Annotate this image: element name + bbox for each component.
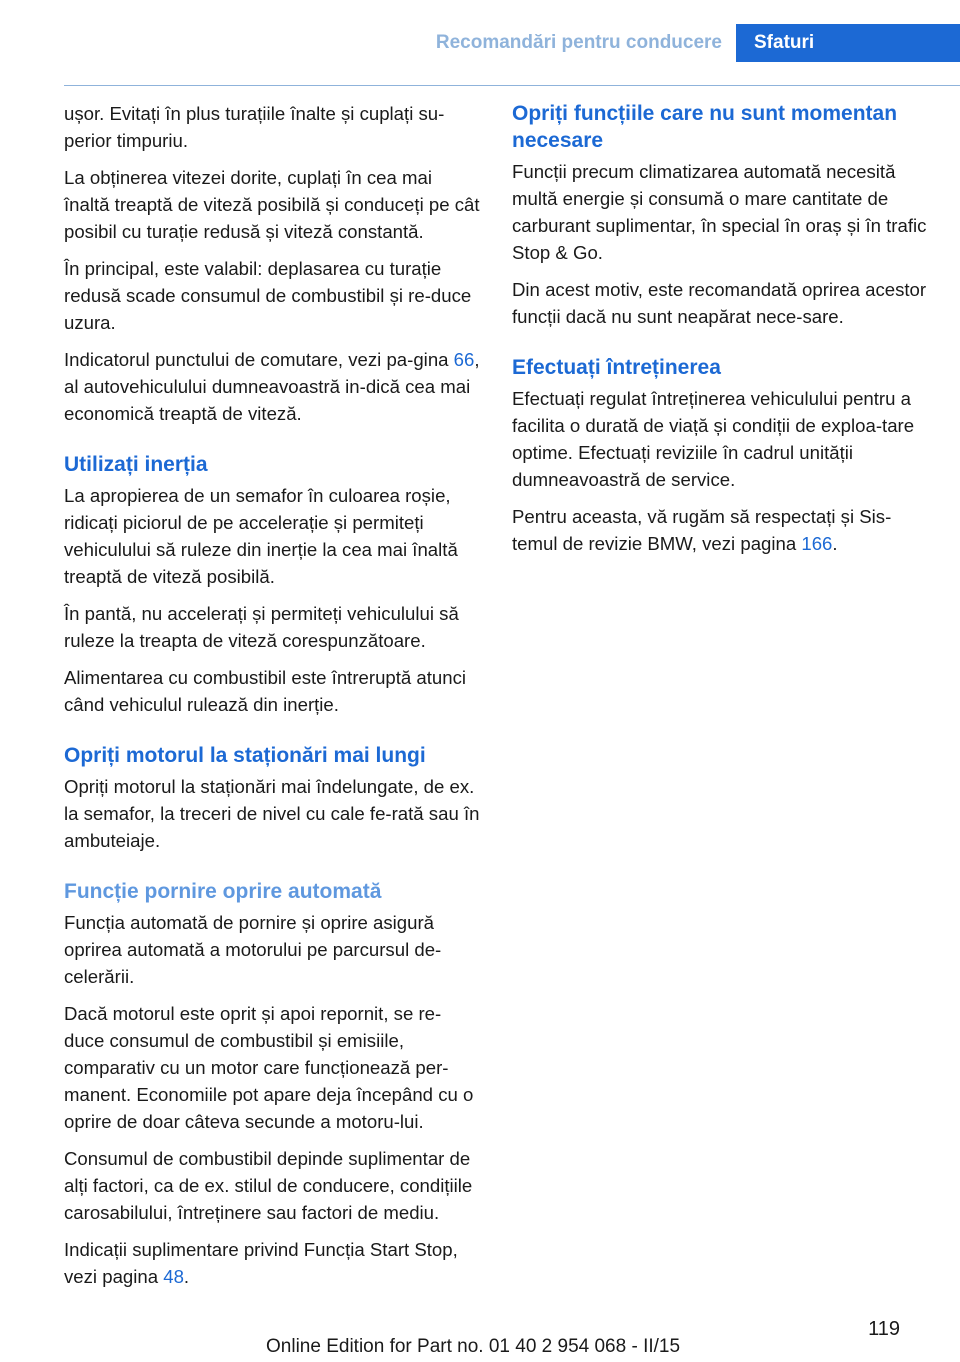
header-chapter-tab[interactable]: Sfaturi — [736, 24, 960, 62]
heading-maintenance: Efectuați întreținerea — [512, 356, 721, 379]
paragraph: Dacă motorul este oprit și apoi repornit, se re-duce consumul de combustibil și emisiile, comparativ cu un motor care funcționează per-manent. Economiile pot apare deja începând cu o oprire de doar câteva secunde a motoru-lui. — [64, 1003, 474, 1132]
edition-footer: Online Edition for Part no. 01 40 2 954 068 - II/15 — [266, 1336, 681, 1357]
paragraph: ușor. Evitați în plus turațiile înalte și cuplați su-perior timpuriu. — [64, 103, 445, 151]
page-number: 119 — [868, 1318, 900, 1340]
page-link-166[interactable]: 166 — [801, 533, 833, 554]
paragraph — [512, 503, 930, 557]
paragraph: Funcția automată de pornire și oprire asigură oprirea automată a motorului pe parcursul de-celerării. — [64, 912, 442, 987]
heading-unneeded-functions: Opriți funcțiile care nu sunt momentan necesare — [512, 102, 898, 152]
page-link-48[interactable]: 48 — [163, 1266, 184, 1287]
heading-stop-engine: Opriți motorul la staționări mai lungi — [64, 744, 426, 767]
paragraph: Consumul de combustibil depinde suplimentar de alți factori, ca de ex. stilul de conducere, condițiile carosabilului, întreținere sau factori de mediu. — [64, 1148, 473, 1223]
text: , al autovehiculului dumneavoastră in-dică cea mai economică treaptă de viteză. — [64, 349, 480, 424]
page-header — [0, 24, 960, 62]
header-rule — [64, 85, 960, 86]
paragraph: Opriți motorul la staționări mai îndelungate, de ex. la semafor, la treceri de nivel cu cale fe-rată sau în ambuteiaje. — [64, 776, 480, 851]
text: Pentru aceasta, vă rugăm să respectați și Sis-temul de revizie BMW, vezi pagina — [512, 506, 892, 554]
paragraph: La apropierea de un semafor în culoarea roșie, ridicați piciorul de pe accelerație și permiteți vehiculului să ruleze din inerție la cea mai înaltă treaptă de viteză posibilă. — [64, 485, 458, 587]
paragraph: La obținerea vitezei dorite, cuplați în cea mai înaltă treaptă de viteză posibilă și conduceți pe cât posibil cu turație redusă și viteză constantă. — [64, 167, 480, 242]
text: . — [832, 533, 838, 554]
paragraph: În principal, este valabil: deplasarea cu turație redusă scade consumul de combustibil și re-duce uzura. — [64, 258, 472, 333]
paragraph: Funcții precum climatizarea automată necesită multă energie și consumă o mare cantitate de carburant suplimentar, în special în oraș și în trafic Stop & Go. — [512, 161, 927, 263]
page-link-66[interactable]: 66 — [453, 349, 475, 370]
heading-inertia: Utilizați inerția — [64, 453, 208, 476]
left-column — [64, 100, 480, 1300]
paragraph: Din acest motiv, este recomandată oprirea acestor funcții dacă nu sunt neapărat nece-sare. — [512, 279, 927, 327]
paragraph — [64, 1236, 480, 1290]
text: Indicatorul punctului de comutare, vezi pa-gina — [64, 349, 454, 370]
paragraph: Alimentarea cu combustibil este întreruptă atunci când vehiculul rulează din inerție. — [64, 667, 467, 715]
text: Indicații suplimentare privind Funcția Start Stop, vezi pagina — [64, 1239, 458, 1287]
right-column — [512, 100, 930, 567]
heading-auto-start-stop: Funcție pornire oprire automată — [64, 880, 382, 903]
text: . — [183, 1266, 190, 1287]
header-section-title: Recomandări pentru conducere — [435, 32, 722, 53]
paragraph: În pantă, nu accelerați și permiteți vehiculului să ruleze la treapta de viteză corespunzătoare. — [64, 603, 459, 651]
paragraph: Efectuați regulat întreținerea vehiculului pentru a facilita o durată de viață și condiții de exploa-tare optime. Efectuați reviziile în cadrul unității dumneavoastră de service. — [512, 388, 915, 490]
paragraph — [64, 346, 480, 427]
